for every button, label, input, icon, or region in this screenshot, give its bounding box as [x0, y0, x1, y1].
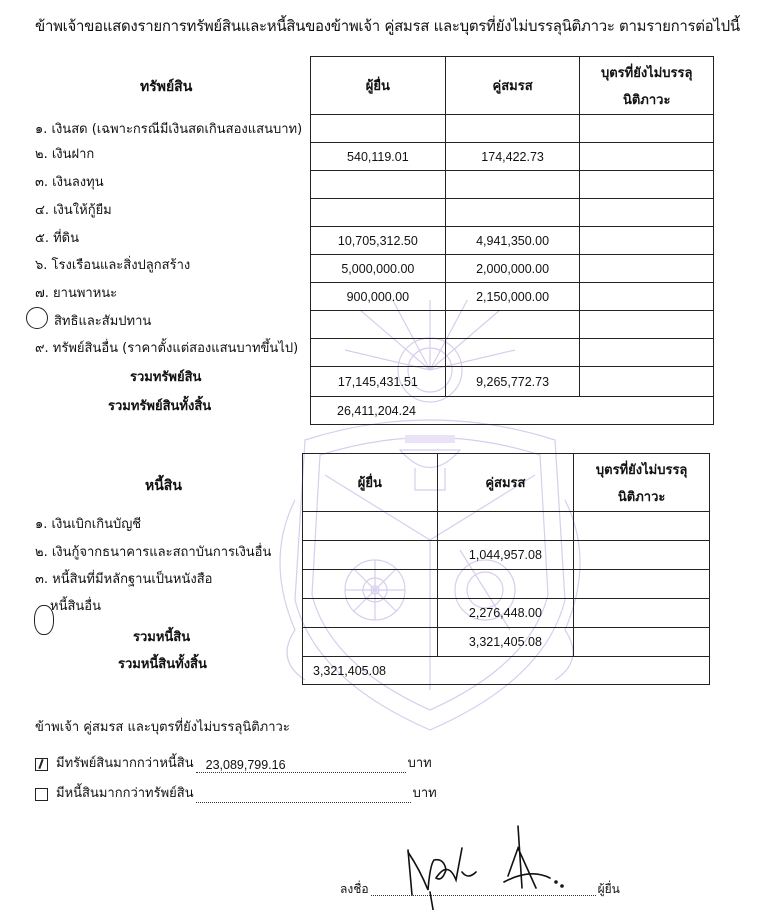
table-row-investments: [311, 171, 714, 199]
col-header-minor-child-line2: นิติภาวะ: [617, 489, 666, 505]
cell-filer: [303, 512, 438, 541]
signature-suffix: ผู้ยื่น: [597, 882, 620, 896]
liability-label-bank-loans: ๒. เงินกู้จากธนาคารและสถาบันการเงินอื่น: [35, 545, 272, 560]
table-row-documented-debts: [303, 570, 710, 599]
cell-child: [580, 283, 714, 311]
unit-label: บาท: [412, 786, 437, 801]
handwritten-circle-mark: [26, 307, 48, 329]
option-label: มีทรัพย์สินมากกว่าหนี้สิน: [56, 756, 194, 771]
asset-label-vehicles: ๗. ยานพาหนะ: [35, 286, 118, 301]
table-row-liabilities-subtotal: [303, 628, 710, 657]
cell-child: [580, 227, 714, 255]
table-row-other-liabilities: [303, 599, 710, 628]
signature-dotted-line: [371, 893, 596, 896]
checkbox-liabilities-exceed[interactable]: [35, 788, 48, 801]
col-header-filer: ผู้ยื่น: [311, 57, 446, 115]
cell-spouse: [445, 171, 580, 199]
cell-filer-subtotal: [303, 628, 438, 657]
col-header-spouse: คู่สมรส: [445, 57, 580, 115]
table-row-overdraft: [303, 512, 710, 541]
signature-prefix: ลงชื่อ: [340, 882, 369, 896]
cell-assets-grand-total: 26,411,204.24: [311, 397, 714, 425]
cell-filer: 10,705,312.50: [311, 227, 446, 255]
cell-spouse: 2,276,448.00: [437, 599, 574, 628]
cell-child: [574, 599, 710, 628]
asset-label-other-assets: ๙. ทรัพย์สินอื่น (ราคาตั้งแต่สองแสนบาทขึ้นไป): [35, 341, 299, 356]
cell-filer: [303, 541, 438, 570]
cell-filer: [311, 115, 446, 143]
liability-label-other: หนี้สินอื่น: [50, 599, 101, 614]
liabilities-heading: หนี้สิน: [145, 478, 182, 494]
table-row-cash: [311, 115, 714, 143]
cell-child: [580, 171, 714, 199]
cell-child-subtotal: [574, 628, 710, 657]
cell-child: [580, 255, 714, 283]
cell-spouse: [445, 339, 580, 367]
table-row-assets-subtotal: [311, 367, 714, 397]
assets-heading: ทรัพย์สิน: [140, 79, 193, 95]
cell-filer: [311, 171, 446, 199]
cell-child: [580, 199, 714, 227]
asset-label-land: ๕. ที่ดิน: [35, 231, 80, 246]
option-label: มีหนี้สินมากกว่าทรัพย์สิน: [56, 786, 194, 801]
cell-child: [580, 311, 714, 339]
cell-spouse: [445, 311, 580, 339]
asset-label-cash: ๑. เงินสด (เฉพาะกรณีมีเงินสดเกินสองแสนบาท): [35, 122, 303, 137]
cell-spouse: [445, 199, 580, 227]
cell-filer: [303, 599, 438, 628]
table-row-liabilities-grand-total: [303, 657, 710, 685]
cell-spouse: 2,150,000.00: [445, 283, 580, 311]
cell-filer: [311, 311, 446, 339]
cell-child: [580, 339, 714, 367]
table-row-loans-given: [311, 199, 714, 227]
table-row-buildings: [311, 255, 714, 283]
col-header-minor-child: [580, 57, 714, 115]
asset-label-loans-given: ๔. เงินให้กู้ยืม: [35, 203, 112, 218]
liability-label-overdraft: ๑. เงินเบิกเกินบัญชี: [35, 517, 142, 532]
asset-label-investments: ๓. เงินลงทุน: [35, 175, 104, 190]
summary-option-assets-exceed: [35, 752, 432, 773]
cell-spouse: 1,044,957.08: [437, 541, 574, 570]
cell-filer: [311, 199, 446, 227]
cell-child: [580, 115, 714, 143]
col-header-minor-child: [574, 454, 710, 512]
cell-filer-subtotal: 17,145,431.51: [311, 367, 446, 397]
cell-filer: 540,119.01: [311, 143, 446, 171]
cell-spouse: 4,941,350.00: [445, 227, 580, 255]
col-header-spouse: คู่สมรส: [437, 454, 574, 512]
assets-subtotal-label: รวมทรัพย์สิน: [130, 370, 202, 385]
cell-child: [574, 541, 710, 570]
col-header-minor-child-line1: บุตรที่ยังไม่บรรลุ: [595, 462, 688, 478]
table-row-land: [311, 227, 714, 255]
amount-field: [196, 787, 411, 803]
assets-table: [310, 56, 714, 425]
table-row-bank-loans: [303, 541, 710, 570]
cell-spouse: 2,000,000.00: [445, 255, 580, 283]
amount-value: 23,089,799.16: [205, 758, 286, 772]
col-header-minor-child-line2: นิติภาวะ: [622, 92, 671, 108]
cell-child: [574, 512, 710, 541]
col-header-minor-child-line1: บุตรที่ยังไม่บรรลุ: [600, 65, 693, 81]
intro-text: ข้าพเจ้าขอแสดงรายการทรัพย์สินและหนี้สินของข้าพเจ้า คู่สมรส และบุตรที่ยังไม่บรรลุนิติภาวะ ตามรายการต่อไปนี้: [35, 17, 740, 35]
asset-label-buildings: ๖. โรงเรือนและสิ่งปลูกสร้าง: [35, 258, 191, 273]
unit-label: บาท: [407, 756, 432, 771]
cell-spouse: [437, 512, 574, 541]
table-row-assets-grand-total: [311, 397, 714, 425]
liabilities-subtotal-label: รวมหนี้สิน: [133, 630, 191, 645]
assets-grand-total-label: รวมทรัพย์สินทั้งสิ้น: [108, 399, 212, 414]
cell-filer: [311, 339, 446, 367]
cell-child-subtotal: [580, 367, 714, 397]
amount-field: [196, 757, 406, 773]
cell-spouse-subtotal: 9,265,772.73: [445, 367, 580, 397]
table-row-deposits: [311, 143, 714, 171]
cell-child: [574, 570, 710, 599]
cell-child: [580, 143, 714, 171]
cell-filer: [303, 570, 438, 599]
summary-title: ข้าพเจ้า คู่สมรส และบุตรที่ยังไม่บรรลุนิติภาวะ: [35, 720, 290, 735]
summary-option-liabilities-exceed: [35, 782, 437, 803]
cell-spouse: [445, 115, 580, 143]
cell-filer: 5,000,000.00: [311, 255, 446, 283]
table-row-rights: [311, 311, 714, 339]
asset-label-rights: สิทธิและสัมปทาน: [54, 314, 152, 329]
checkbox-assets-exceed[interactable]: [35, 758, 48, 771]
cell-spouse: 174,422.73: [445, 143, 580, 171]
cell-spouse-subtotal: 3,321,405.08: [437, 628, 574, 657]
signature-line: [340, 880, 620, 899]
table-row-other-assets: [311, 339, 714, 367]
cell-spouse: [437, 570, 574, 599]
liabilities-table: [302, 453, 710, 685]
cell-liabilities-grand-total: 3,321,405.08: [303, 657, 710, 685]
table-row-vehicles: [311, 283, 714, 311]
liabilities-grand-total-label: รวมหนี้สินทั้งสิ้น: [118, 657, 207, 672]
asset-label-deposits: ๒. เงินฝาก: [35, 147, 95, 162]
cell-filer: 900,000.00: [311, 283, 446, 311]
col-header-filer: ผู้ยื่น: [303, 454, 438, 512]
liability-label-documented-debts: ๓. หนี้สินที่มีหลักฐานเป็นหนังสือ: [35, 572, 213, 587]
